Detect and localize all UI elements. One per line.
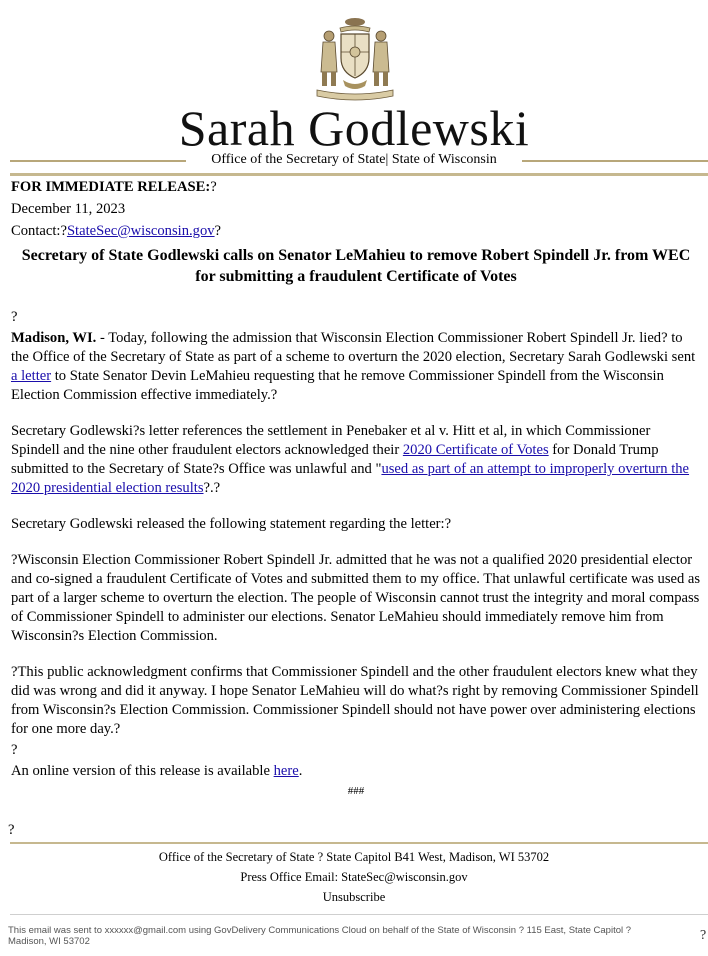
paragraph-text: for Donald Trump submitted to the Secretary of State?s Office was unlawful and " <box>11 442 659 477</box>
spacer-text: ? <box>11 742 18 758</box>
online-version-line <box>11 762 701 781</box>
release-label-line <box>11 178 701 197</box>
overturn-attempt-link[interactable]: used as part of an attempt to improperly overturn the 2020 presidential election results <box>11 461 690 496</box>
paragraph-text: - Today, following the admission that Wisconsin Election Commissioner Robert Spindell Jr. lied? to the Office of the Secretary of State as part of a scheme to overturn the 2020 election, Secretary Sarah Godlewski sent <box>11 330 696 365</box>
office-subtitle: Office of the Secretary of State| State of Wisconsin <box>211 152 497 167</box>
certificate-of-votes-link[interactable]: 2020 Certificate of Votes <box>402 442 549 458</box>
sender-name: Sarah Godlewski <box>178 100 530 156</box>
paragraph-text: to State Senator Devin LeMahieu requesting that he remove Commissioner Spindell from the Wisconsin Election Commission effective immediately.? <box>11 368 664 403</box>
header-divider <box>10 173 708 176</box>
letterhead <box>0 0 708 178</box>
paragraph-text: Secretary Godlewski?s letter references the settlement in Penebaker et al v. Hitt et al, in which Commissioner Spindell and the nine other fraudulent electors acknowledged their <box>11 423 651 458</box>
fine-print-mark: ? <box>700 928 707 943</box>
fine-print-divider <box>10 914 708 915</box>
paragraph-settlement <box>11 422 701 498</box>
wisconsin-state-seal-icon <box>307 14 403 102</box>
online-version-link[interactable]: here <box>273 763 299 779</box>
contact-label: Contact:? <box>11 223 67 239</box>
release-label: FOR IMMEDIATE RELEASE: <box>11 179 211 195</box>
spacer-text: ? <box>11 309 18 325</box>
delivery-notice: This email was sent to xxxxxx@gmail.com using GovDelivery Communications Cloud on behalf of the State of Wisconsin ? 115 East, State Capitol ? Madison, WI 53702 <box>8 925 632 947</box>
quote-paragraph-1: ?Wisconsin Election Commissioner Robert Spindell Jr. admitted that he was not a qualified 2020 presidential elector and co-signed a fraudulent Certificate of Votes and submitted them to my office. That unlawful certificate was used as part of a larger scheme to overturn the election. The people of Wisconsin cannot trust the integrity and moral compass of Commissioner Spindell to administer our elections. Senator LeMahieu should immediately remove him from Wisconsin?s Election Commission. <box>11 552 701 644</box>
dateline: Madison, WI. <box>11 330 97 346</box>
contact-line <box>11 222 701 241</box>
paragraph-intro <box>11 329 701 405</box>
quote-paragraph-2: ?This public acknowledgment confirms that Commissioner Spindell and the other fraudulent electors knew what they did was wrong and did it anyway. I hope Senator LeMahieu will do what?s right by removing Commissioner Spindell from Wisconsin?s Election Commission. Commissioner Spindell should not have power over administering elections for one more day.? <box>11 664 699 737</box>
release-date: December 11, 2023 <box>11 201 126 217</box>
footer-press-email: Press Office Email: StateSec@wisconsin.gov <box>240 870 468 884</box>
paragraph-text: An online version of this release is available <box>11 763 274 779</box>
contact-email-link[interactable]: StateSec@wisconsin.gov <box>66 223 215 239</box>
headline: Secretary of State Godlewski calls on Senator LeMahieu to remove Robert Spindell Jr. from WEC for submitting a fraudulent Certificate of Votes <box>21 247 691 285</box>
letter-link[interactable]: a letter <box>11 368 52 384</box>
paragraph-text: ?.? <box>203 480 221 496</box>
contact-suffix: ? <box>214 223 222 239</box>
release-label-suffix: ? <box>210 179 217 195</box>
spacer-text: ? <box>8 822 15 838</box>
unsubscribe-link[interactable]: Unsubscribe <box>322 890 386 904</box>
paragraph-statement-intro: Secretary Godlewski released the following statement regarding the letter:? <box>11 516 452 532</box>
end-mark: ### <box>347 785 365 797</box>
footer-address: Office of the Secretary of State ? State Capitol B41 West, Madison, WI 53702 <box>158 850 550 864</box>
paragraph-text: . <box>298 763 303 779</box>
press-release-body <box>8 178 701 840</box>
footer-divider <box>10 842 708 844</box>
